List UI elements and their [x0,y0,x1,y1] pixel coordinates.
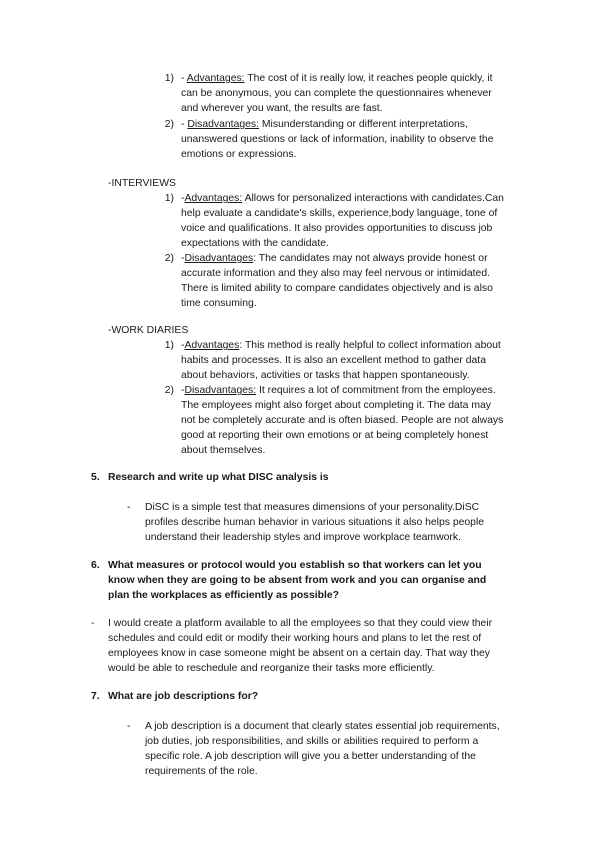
list-item-line: help evaluate a candidate's skills, experience,body language, tone of [181,208,498,219]
list-item-line: There is limited ability to compare candidates objectively and is also [181,283,493,294]
question-number: 5. [91,472,100,483]
disadvantages-label: Disadvantages [184,253,254,264]
list-item-first-line: - Advantages: The cost of it is really low, it reaches people quickly, it [181,73,493,84]
question-text: What are job descriptions for? [108,691,259,702]
list-number: 2) [164,385,174,396]
answer-line: job duties, job responsibilities, and skills or abilities required to perform a [145,736,479,747]
list-item-line: habits and processes. It is also an excellent method to gather data [181,355,486,366]
list-item-line: can be anonymous, you can complete the questionnaires whenever [181,88,492,99]
list-item-line: and wherever you want, the results are fast. [181,103,383,114]
advantages-label: Advantages [184,340,240,351]
list-number: 1) [164,340,174,351]
question-number: 6. [91,560,100,571]
list-item-line: accurate information and they also may feel nervous or intimidated. [181,268,490,279]
answer-line: A job description is a document that clearly states essential job requirements, [145,721,500,732]
list-item-line: unanswered questions or lack of information, inability to observe the [181,134,494,145]
question-text: Research and write up what DISC analysis is [108,472,329,483]
bullet-dash: - [127,721,131,732]
list-item-first-line: - Disadvantages: Misunderstanding or different interpretations, [181,119,468,130]
list-item-first-line: -Advantages: Allows for personalized interactions with candidates.Can [181,193,504,204]
list-item-line: about behaviors, activities or tasks that happen spontaneously. [181,370,470,381]
bullet-dash: - [127,502,131,513]
list-item-first-line: -Advantages: This method is really helpful to collect information about [181,340,501,351]
interviews-heading: -INTERVIEWS [108,178,176,189]
answer-line: would be able to reschedule and reorganize their tasks more efficiently. [108,663,435,674]
advantages-label: Advantages: [186,73,245,84]
answer-line: DiSC is a simple test that measures dimensions of your personality.DiSC [145,502,480,513]
answer-line: I would create a platform available to all the employees so that they could view their [108,618,493,629]
bullet-dash: - [91,618,95,629]
list-item-line: about themselves. [181,445,266,456]
list-number: 1) [164,73,174,84]
question-text: plan the workplaces as efficiently as possible? [108,590,339,601]
list-number: 2) [164,253,174,264]
answer-line: schedules and could edit or modify their working hours and plans to let the rest of [108,633,482,644]
question-text: What measures or protocol would you establish so that workers can let you [108,560,482,571]
work-diaries-heading: -WORK DIARIES [108,325,189,336]
list-item-line: voice and qualifications. It also provides opportunities to discuss job [181,223,493,234]
list-number: 2) [164,119,174,130]
list-item-line: time consuming. [181,298,257,309]
list-item-line: good at reporting their own emotions or at being completely honest [181,430,489,441]
disadvantages-label: Disadvantages: [184,385,257,396]
list-item-first-line: -Disadvantages: The candidates may not always provide honest or [181,253,488,264]
question-text: know when they are going to be absent from work and you can organise and [108,575,487,586]
list-number: 1) [164,193,174,204]
list-item-first-line: -Disadvantages: It requires a lot of commitment from the employees. [181,385,496,396]
list-item-line: emotions or expressions. [181,149,297,160]
answer-line: profiles describe human behavior in various situations it also helps people [145,517,485,528]
list-item-line: expectations with the candidate. [181,238,329,249]
answer-line: understand their leadership styles and improve workplace teamwork. [145,532,461,543]
advantages-label: Advantages: [184,193,243,204]
answer-line: specific role. A job description will give you a better understanding of the [145,751,476,762]
answer-line: employees know in case someone might be absent on a certain day. That way they [108,648,490,659]
question-number: 7. [91,691,100,702]
list-item-line: not be completely accurate and is often biased. People are not always [181,415,504,426]
disadvantages-label: Disadvantages: [187,119,259,130]
answer-line: requirements of the role. [145,766,258,777]
list-item-line: The employees might also forget about completing it. The data may [181,400,491,411]
